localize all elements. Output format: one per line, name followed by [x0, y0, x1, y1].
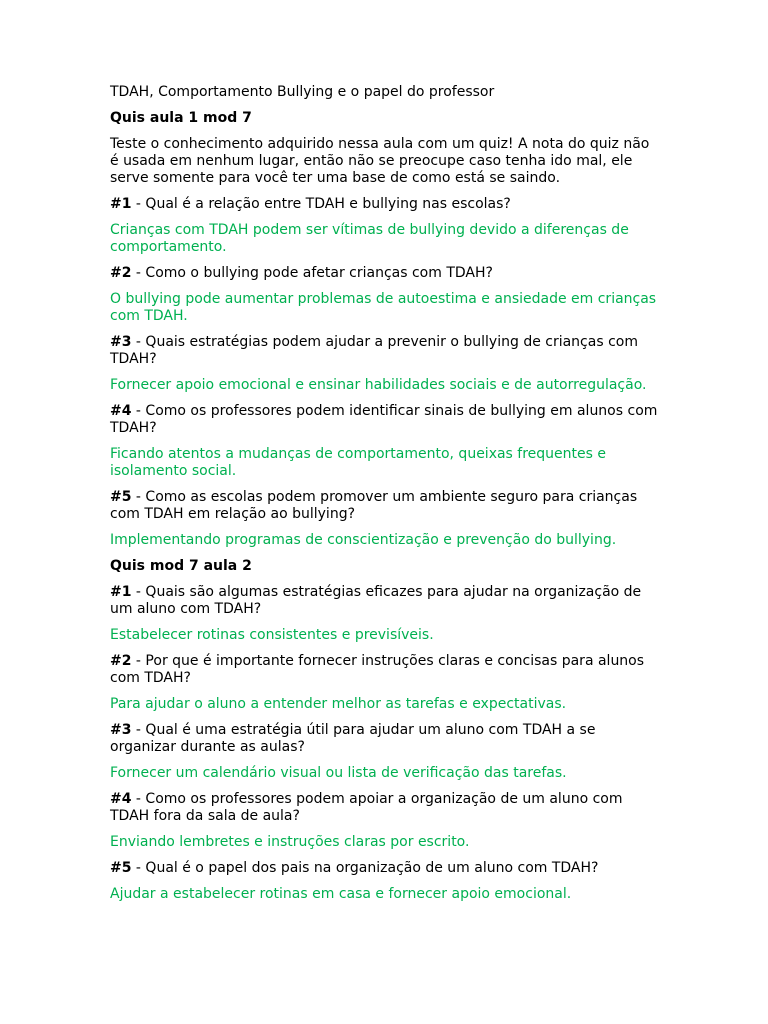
quiz-answer: Estabelecer rotinas consistentes e previsíveis. [110, 627, 434, 643]
quiz-question [110, 196, 658, 213]
question-text: - Quais são algumas estratégias eficazes para ajudar na organização de um aluno com TDAH? [110, 584, 642, 617]
question-number: #3 [110, 722, 132, 738]
quiz-question [110, 489, 658, 523]
question-text: - Qual é o papel dos pais na organização de um aluno com TDAH? [131, 860, 599, 876]
quiz-question [110, 653, 658, 687]
quiz-answer: Ficando atentos a mudanças de comportamento, queixas frequentes e isolamento social. [110, 446, 607, 479]
quiz-answer: Crianças com TDAH podem ser vítimas de bullying devido a diferenças de comportamento. [110, 222, 629, 255]
question-text: - Por que é importante fornecer instruções claras e concisas para alunos com TDAH? [110, 653, 645, 686]
question-number: #1 [110, 584, 132, 600]
question-text: - Como as escolas podem promover um ambiente seguro para crianças com TDAH em relação ao bullying? [110, 489, 638, 522]
quiz-question [110, 860, 658, 877]
quiz-answer: Fornecer um calendário visual ou lista de verificação das tarefas. [110, 765, 567, 781]
question-text: - Como o bullying pode afetar crianças com TDAH? [131, 265, 493, 281]
quiz-answer: Fornecer apoio emocional e ensinar habilidades sociais e de autorregulação. [110, 377, 647, 393]
section-title: Quis aula 1 mod 7 [110, 110, 252, 126]
quiz-answer: Enviando lembretes e instruções claras por escrito. [110, 834, 470, 850]
quiz-question [110, 334, 658, 368]
quiz-answer: Ajudar a estabelecer rotinas em casa e fornecer apoio emocional. [110, 886, 572, 902]
question-number: #2 [110, 653, 132, 669]
quiz-answer: Implementando programas de conscientização e prevenção do bullying. [110, 532, 617, 548]
section-intro: Teste o conhecimento adquirido nessa aula com um quiz! A nota do quiz não é usada em nenhum lugar, então não se preocupe caso tenha ido mal, ele serve somente para você ter uma base de como está se saindo. [110, 136, 650, 186]
question-text: - Como os professores podem apoiar a organização de um aluno com TDAH fora da sala de aula? [110, 791, 623, 824]
question-text: - Como os professores podem identificar sinais de bullying em alunos com TDAH? [110, 403, 658, 436]
question-number: #5 [110, 860, 132, 876]
question-text: - Qual é uma estratégia útil para ajudar um aluno com TDAH a se organizar durante as aulas? [110, 722, 596, 755]
quiz-answer: Para ajudar o aluno a entender melhor as tarefas e expectativas. [110, 696, 567, 712]
question-number: #3 [110, 334, 132, 350]
question-number: #4 [110, 403, 132, 419]
question-number: #1 [110, 196, 132, 212]
quiz-question [110, 722, 658, 756]
quiz-question [110, 265, 658, 282]
question-text: - Qual é a relação entre TDAH e bullying nas escolas? [131, 196, 511, 212]
quiz-question [110, 584, 658, 618]
quiz-answer: O bullying pode aumentar problemas de autoestima e ansiedade em crianças com TDAH. [110, 291, 657, 324]
quiz-question [110, 791, 658, 825]
question-text: - Quais estratégias podem ajudar a prevenir o bullying de crianças com TDAH? [110, 334, 638, 367]
quiz-question [110, 403, 658, 437]
question-number: #5 [110, 489, 132, 505]
section-title: Quis mod 7 aula 2 [110, 558, 252, 574]
question-number: #2 [110, 265, 132, 281]
document-title: TDAH, Comportamento Bullying e o papel do professor [110, 84, 495, 100]
question-number: #4 [110, 791, 132, 807]
